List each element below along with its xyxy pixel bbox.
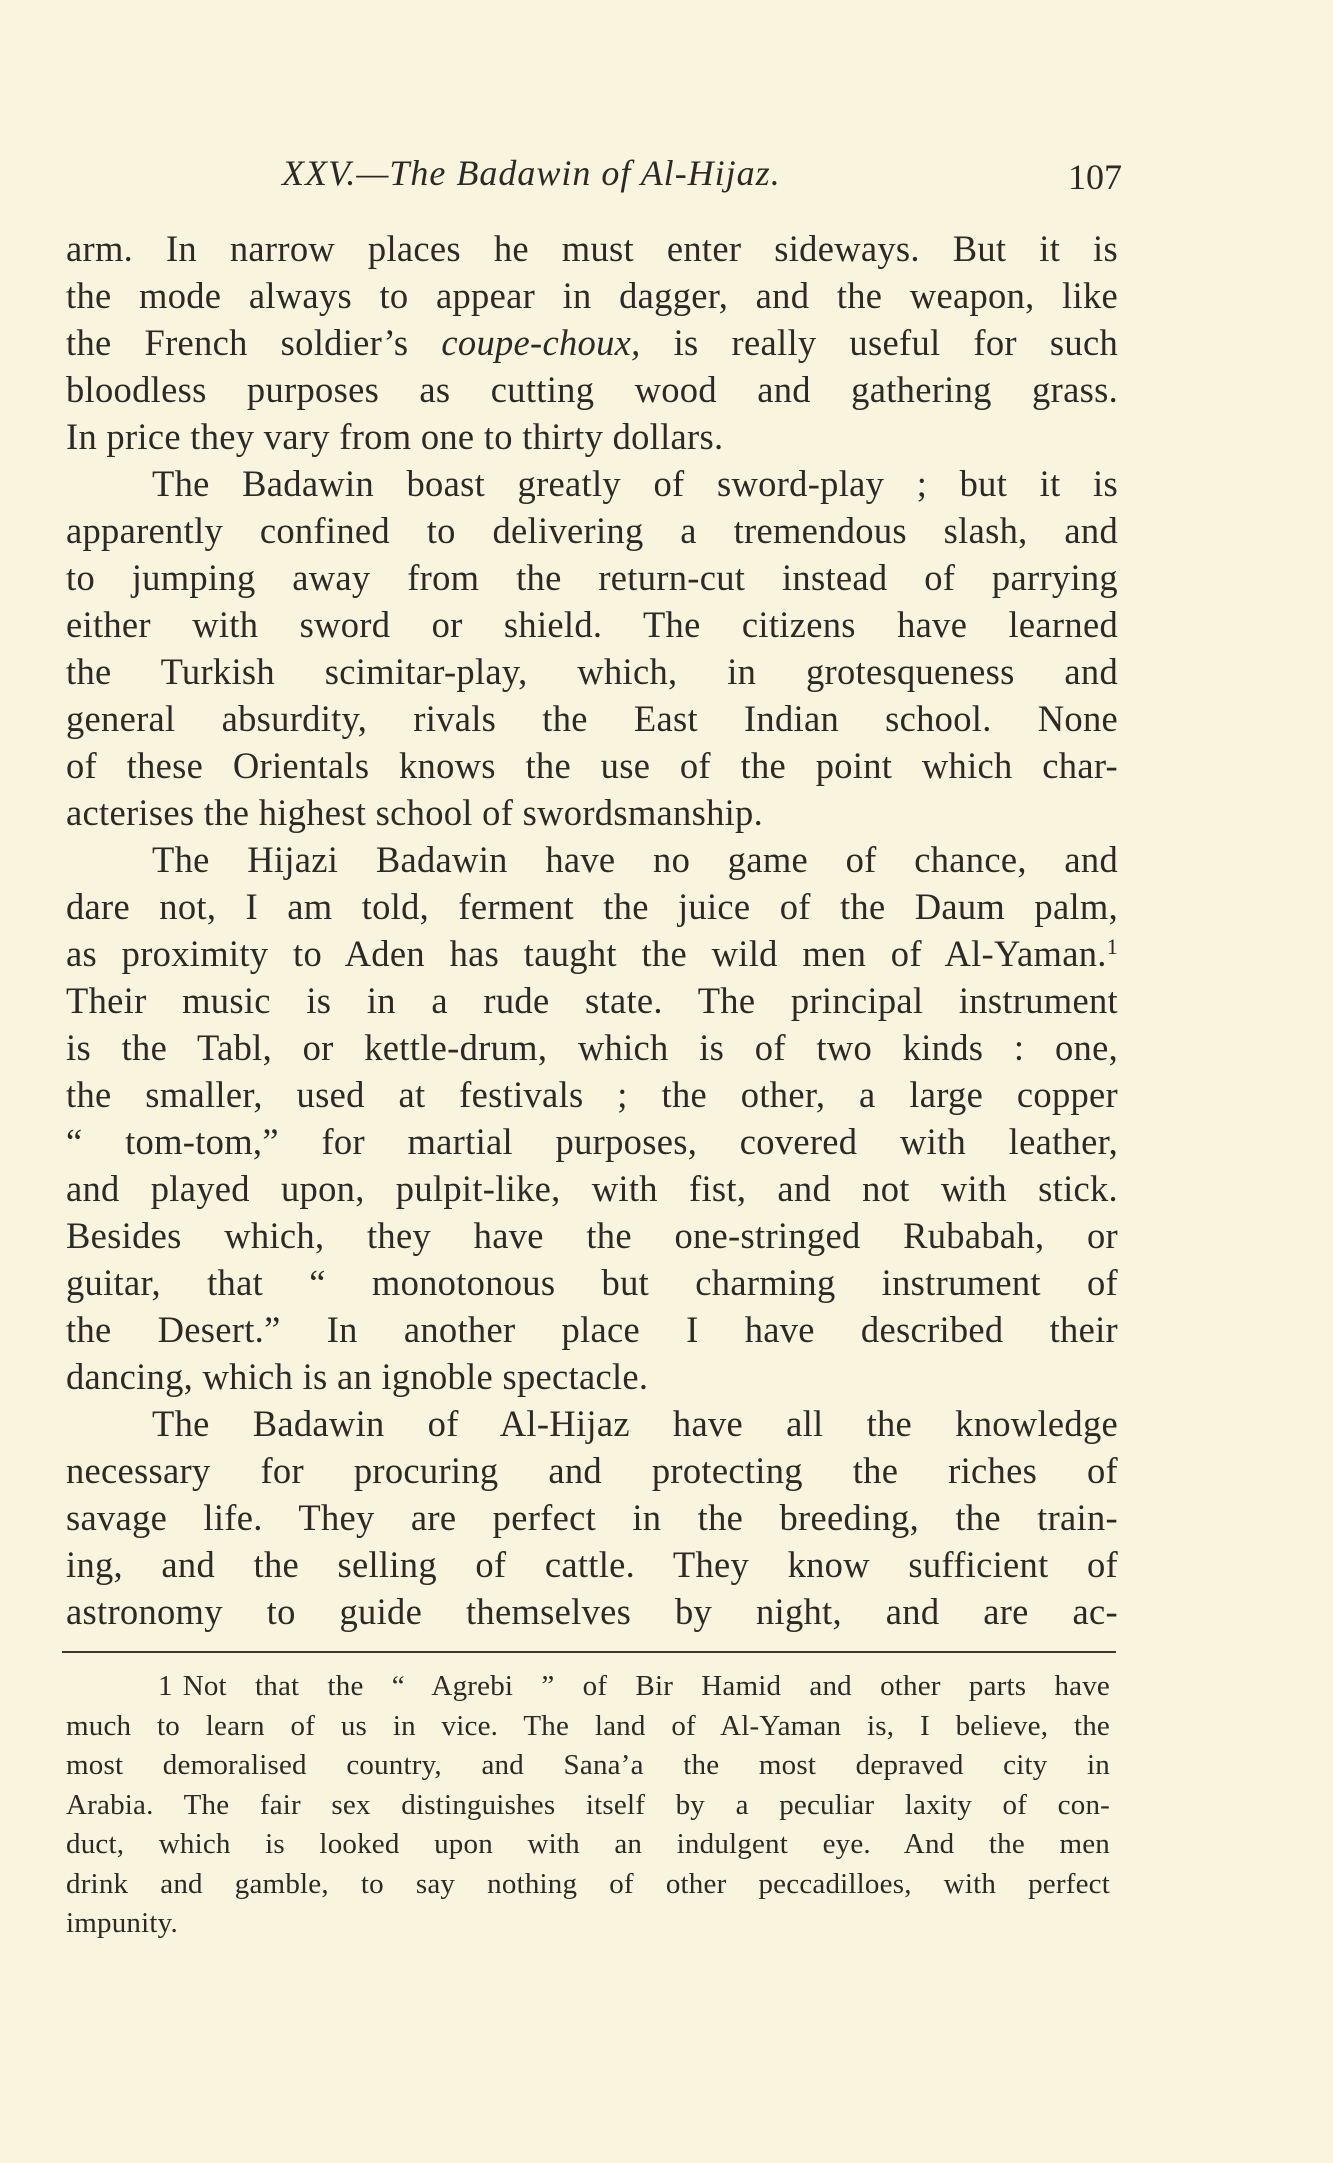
text-line: dare not, I am told, ferment the juice of the Daum palm, <box>66 886 1118 927</box>
paragraph-first-line: The Badawin of Al-Hijaz have all the knowledge <box>152 1403 1118 1444</box>
body-text <box>66 225 1118 1635</box>
paragraph-first-line: The Hijazi Badawin have no game of chance, and <box>152 839 1118 880</box>
footnote-line: impunity. <box>66 1907 178 1939</box>
text-line: guitar, that “ monotonous but charming instrument of <box>66 1262 1118 1303</box>
text-line: either with sword or shield. The citizens have learned <box>66 604 1118 645</box>
italic-term: coupe-choux, <box>441 322 641 363</box>
text-span: is really useful for such <box>640 322 1118 363</box>
text-line: the Desert.” In another place I have described their <box>66 1309 1118 1350</box>
text-line: Besides which, they have the one-stringed Rubabah, or <box>66 1215 1118 1256</box>
text-line: bloodless purposes as cutting wood and gathering grass. <box>66 369 1118 410</box>
text-line <box>66 319 1118 366</box>
text-line: the Turkish scimitar-play, which, in grotesqueness and <box>66 651 1118 692</box>
text-line: In price they vary from one to thirty dollars. <box>66 416 724 457</box>
text-span: as proximity to Aden has taught the wild men of Al-Yaman. <box>66 933 1107 974</box>
text-line: arm. In narrow places he must enter sideways. But it is <box>66 228 1118 269</box>
text-line: general absurdity, rivals the East Indian school. None <box>66 698 1118 739</box>
text-line: of these Orientals knows the use of the point which char- <box>66 745 1118 786</box>
footnote-marker: 1 <box>1106 934 1118 959</box>
footnote-line: most demoralised country, and Sana’a the most depraved city in <box>66 1749 1110 1781</box>
text-line: acterises the highest school of swordsmanship. <box>66 792 764 833</box>
paragraph-first-line: The Badawin boast greatly of sword-play ; but it is <box>152 463 1118 504</box>
footnote-line <box>66 1667 1110 1707</box>
text-line: the smaller, used at festivals ; the other, a large copper <box>66 1074 1118 1115</box>
text-line: to jumping away from the return-cut instead of parrying <box>66 557 1118 598</box>
footnote-text: Not that the “ Agrebi ” of Bir Hamid and other parts have <box>182 1670 1110 1702</box>
text-line: necessary for procuring and protecting the riches of <box>66 1450 1118 1491</box>
footnote-line: much to learn of us in vice. The land of Al-Yaman is, I believe, the <box>66 1709 1110 1742</box>
text-line: “ tom-tom,” for martial purposes, covered with leather, <box>66 1121 1118 1162</box>
text-line: the mode always to appear in dagger, and the weapon, like <box>66 275 1118 316</box>
text-line: savage life. They are perfect in the breeding, the train- <box>66 1497 1118 1538</box>
page-number: 107 <box>1068 157 1122 197</box>
text-line: astronomy to guide themselves by night, and are ac- <box>66 1591 1118 1632</box>
text-line: is the Tabl, or kettle-drum, which is of two kinds : one, <box>66 1027 1118 1068</box>
text-line: dancing, which is an ignoble spectacle. <box>66 1356 649 1397</box>
text-line: ing, and the selling of cattle. They know sufficient of <box>66 1544 1118 1585</box>
footnotes <box>66 1667 1110 1944</box>
footnote-line: drink and gamble, to say nothing of other peccadilloes, with perfect <box>66 1867 1110 1900</box>
text-line <box>66 930 1118 977</box>
text-line: apparently confined to delivering a tremendous slash, and <box>66 510 1118 551</box>
running-head <box>62 152 1122 202</box>
text-line: and played upon, pulpit-like, with fist, and not with stick. <box>66 1168 1118 1209</box>
footnote-line: duct, which is looked upon with an indulgent eye. And the men <box>66 1828 1110 1860</box>
text-line: Their music is in a rude state. The principal instrument <box>66 980 1118 1021</box>
footnote-number: 1 <box>158 1670 173 1702</box>
text-span: the French soldier’s <box>66 322 442 363</box>
running-title: XXV.—The Badawin of Al-Hijaz. <box>282 153 781 193</box>
footnote-separator <box>62 1651 1116 1653</box>
footnote-line: Arabia. The fair sex distinguishes itself by a peculiar laxity of con- <box>66 1788 1110 1821</box>
